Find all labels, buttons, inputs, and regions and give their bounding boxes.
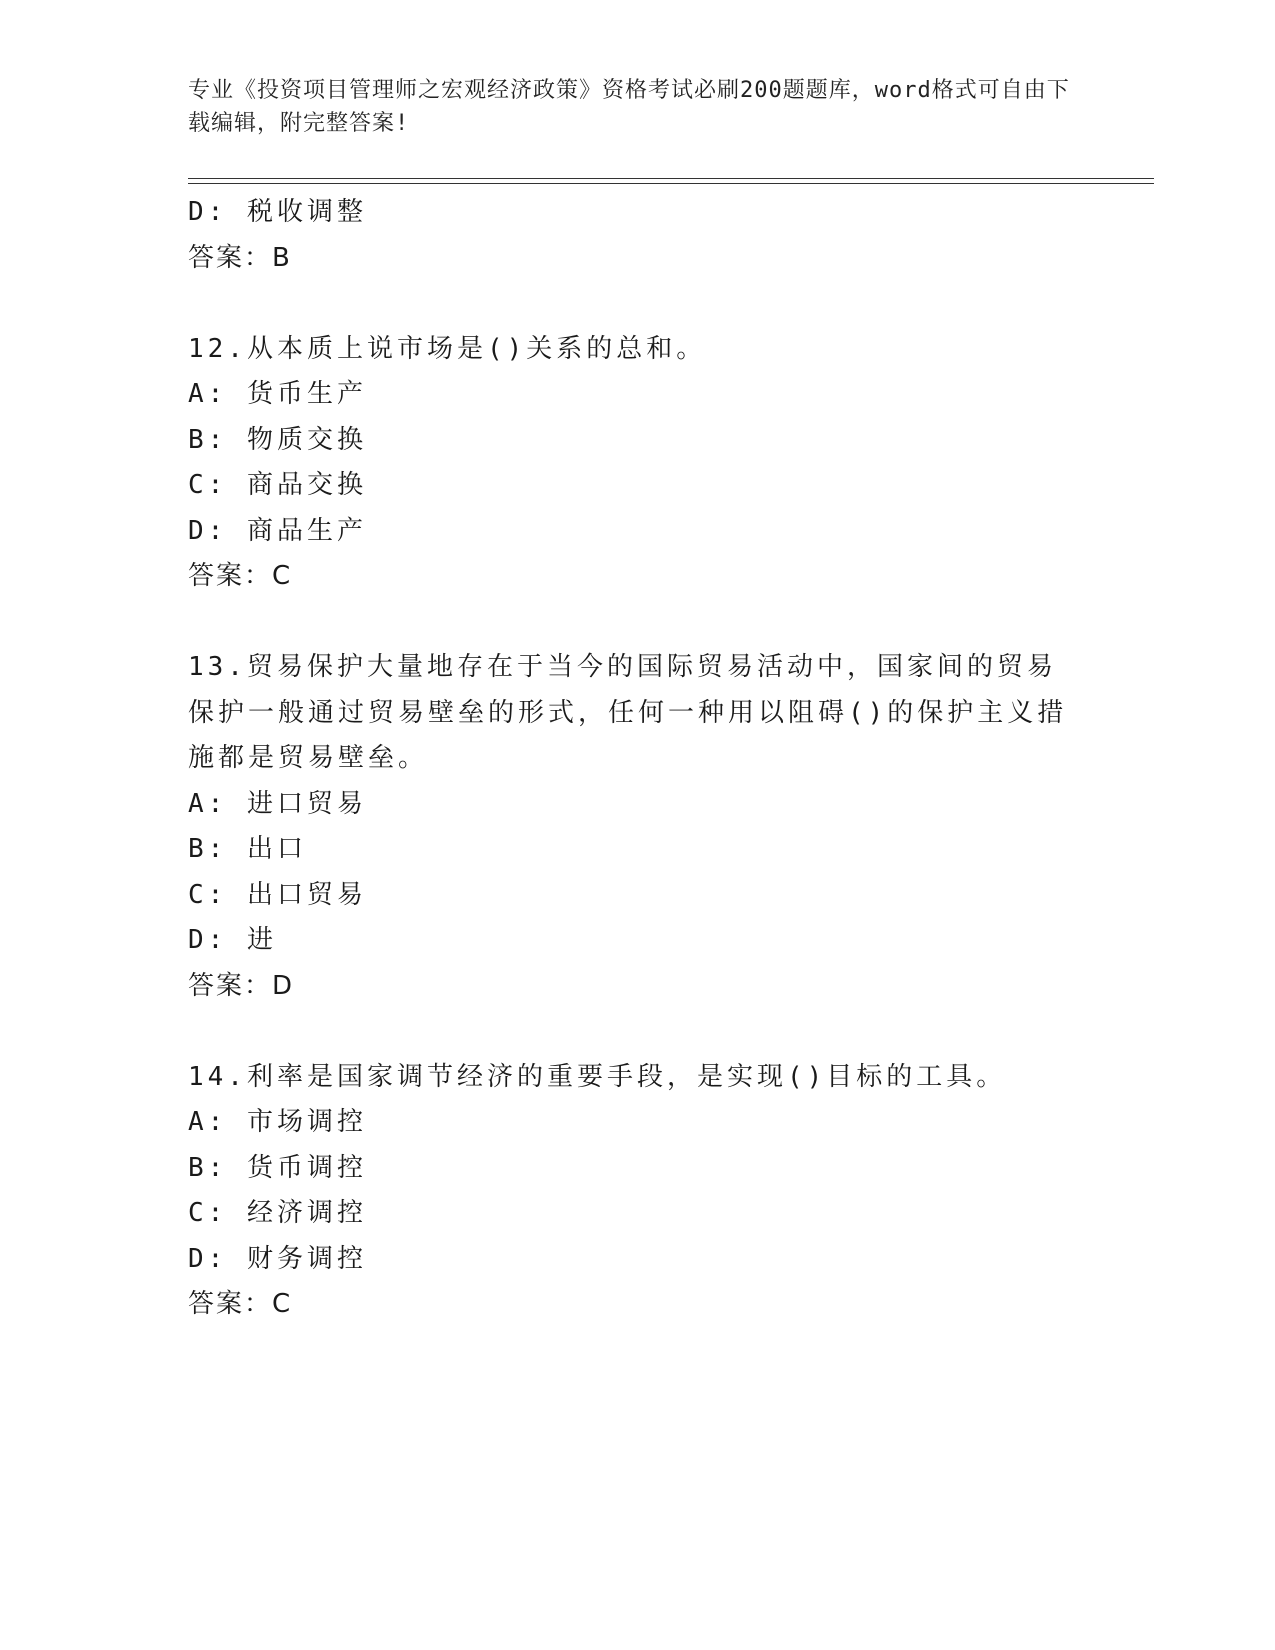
- option-b: B: 物质交换: [188, 424, 367, 455]
- spacer: [188, 1009, 1088, 1055]
- question-12: [188, 327, 1088, 600]
- option-b: B: 出口: [188, 834, 307, 864]
- spacer: [188, 281, 1088, 327]
- answer: 答案：D: [188, 970, 295, 1001]
- question-stem: 14.利率是国家调节经济的重要手段，是实现()目标的工具。: [188, 1061, 1007, 1092]
- question-13: [188, 645, 1088, 1009]
- option-d: D: 财务调控: [188, 1243, 367, 1274]
- question-stem: 13.贸易保护大量地存在于当今的国际贸易活动中，国家间的贸易保护一般通过贸易壁垒的形式，任何一种用以阻碍()的保护主义措施都是贸易壁垒。: [188, 652, 1068, 773]
- document-header: 专业《投资项目管理师之宏观经济政策》资格考试必刷200题题库，word格式可自由下载编辑，附完整答案!: [188, 78, 1070, 136]
- header-divider-top: [188, 178, 1154, 179]
- option-b: B: 货币调控: [188, 1152, 367, 1183]
- option-d: D: 商品生产: [188, 515, 367, 546]
- answer: 答案：C: [188, 561, 293, 591]
- option-a: A: 进口贸易: [188, 788, 367, 819]
- option-a: A: 货币生产: [188, 379, 367, 409]
- option-c: C: 经济调控: [188, 1198, 367, 1228]
- question-list: [188, 190, 1088, 1328]
- question-14: [188, 1055, 1088, 1328]
- option-c: C: 出口贸易: [188, 879, 367, 910]
- header-divider-bottom: [188, 183, 1154, 184]
- spacer: [188, 600, 1088, 646]
- question-stem: 12.从本质上说市场是()关系的总和。: [188, 333, 707, 364]
- answer: 答案：C: [188, 1289, 293, 1319]
- option-c: C: 商品交换: [188, 470, 367, 500]
- continued-answer: 答案：B: [188, 242, 292, 273]
- option-d: D: 进: [188, 925, 277, 955]
- continued-option-d: D: 税收调整: [188, 197, 367, 227]
- option-a: A: 市场调控: [188, 1107, 367, 1137]
